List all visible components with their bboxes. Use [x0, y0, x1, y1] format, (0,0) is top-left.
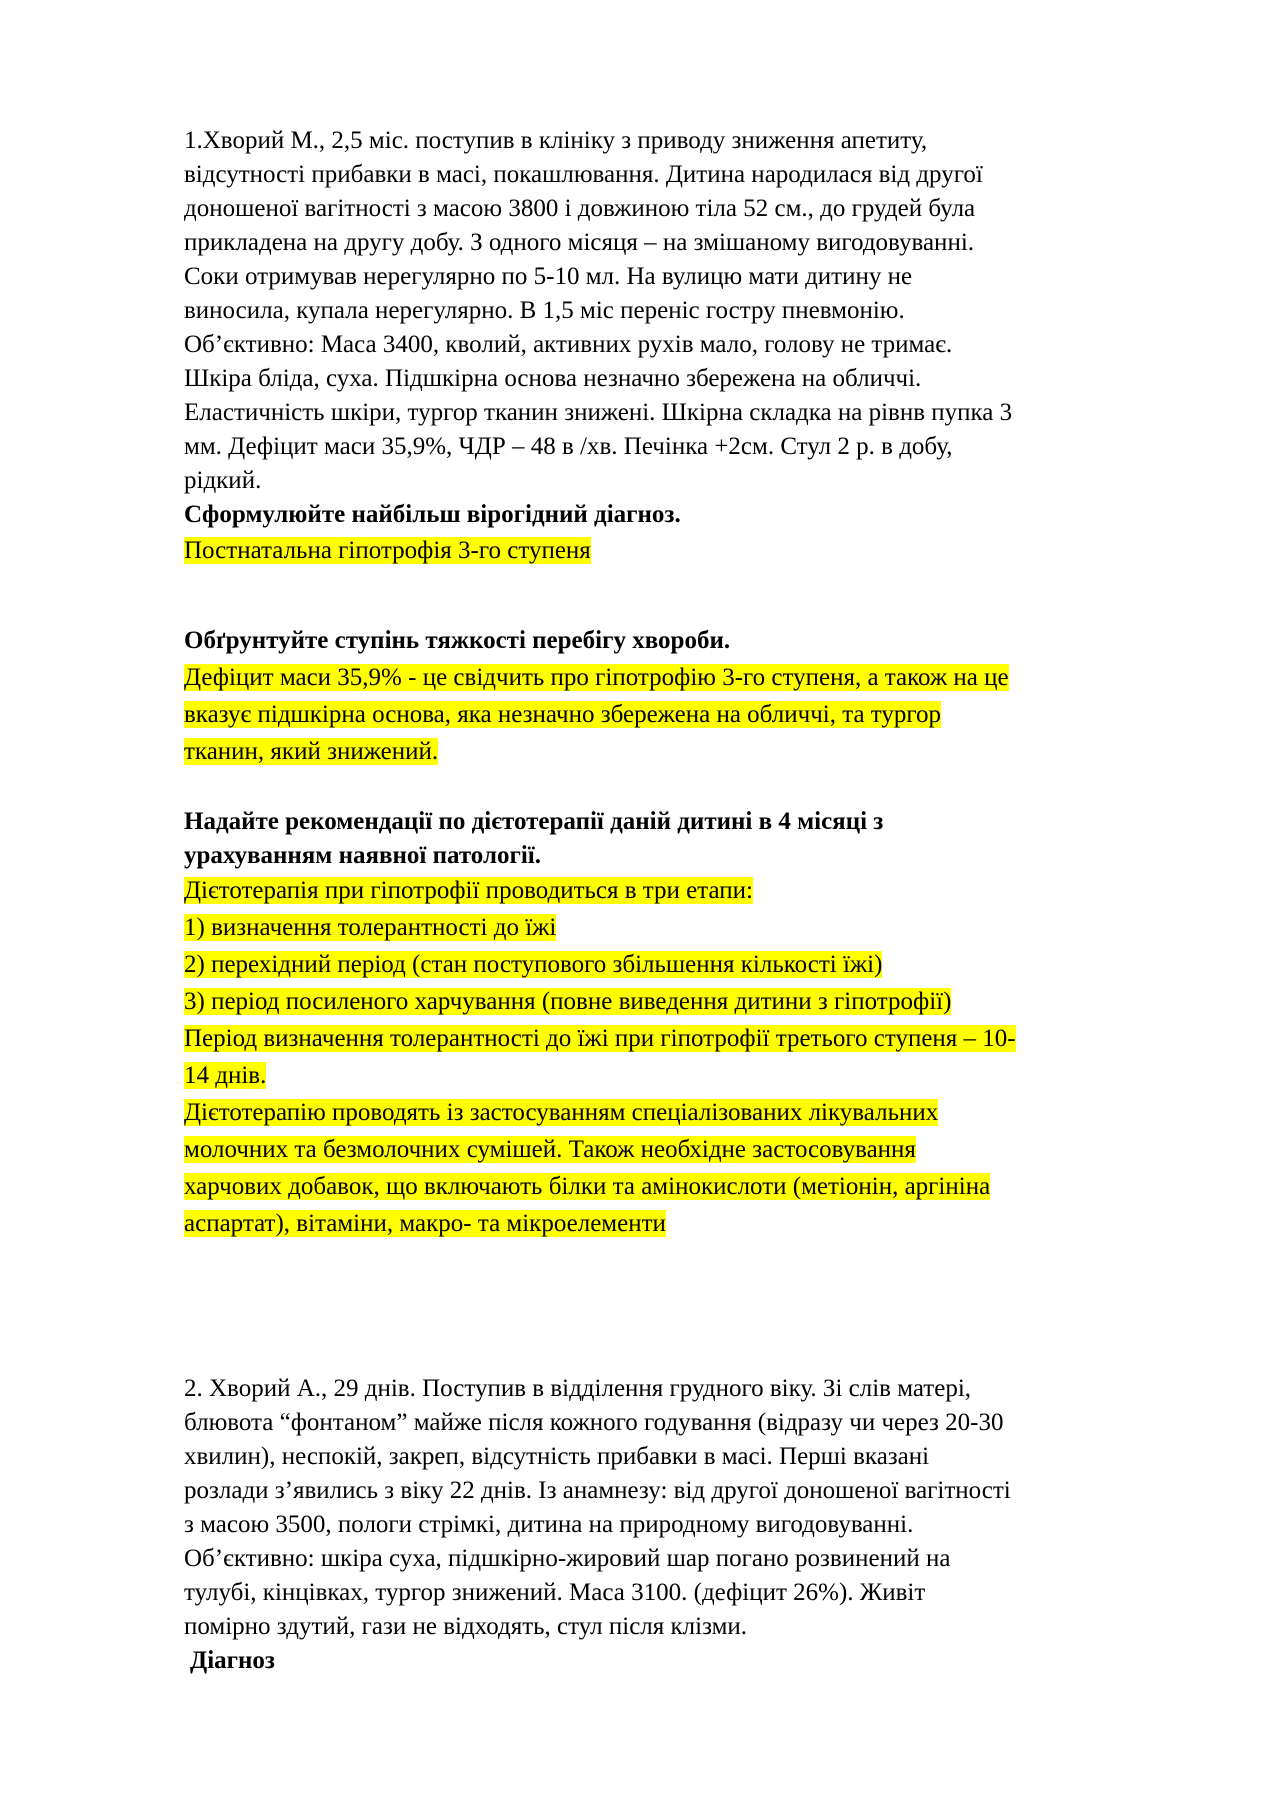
case1-text-line: Шкіра бліда, суха. Підшкірна основа незначно збережена на обличчі. — [184, 365, 922, 392]
case2-text-line: блювота “фонтаном” майже після кожного годування (відразу чи через 20-30 — [184, 1409, 1004, 1436]
case2-text-line: хвилин), неспокій, закреп, відсутність прибавки в масі. Перші вказані — [184, 1443, 930, 1470]
case1-answer-diet-line: 2) перехідний період (стан поступового збільшення кількості їжі) — [184, 951, 883, 978]
case2-text-line: тулубі, кінцівках, тургор знижений. Маса 3100. (дефіцит 26%). Живіт — [184, 1579, 926, 1606]
case1-text-line: мм. Дефіцит маси 35,9%, ЧДР – 48 в /хв. Печінка +2см. Стул 2 р. в добу, — [184, 433, 953, 460]
case1-text-line: доношеної вагітності з масою 3800 і довжиною тіла 52 см., до грудей була — [184, 195, 976, 222]
case1-answer-diet-line: 14 днів. — [184, 1062, 267, 1089]
case2-question-diagnosis: Діагноз — [190, 1647, 275, 1674]
case1-answer-diet-line: Період визначення толерантності до їжі при гіпотрофії третього ступеня – 10- — [184, 1025, 1016, 1052]
case1-answer-diet-line: Дієтотерапію проводять із застосуванням спеціалізованих лікувальних — [184, 1099, 939, 1126]
case1-question-severity: Обґрунтуйте ступінь тяжкості перебігу хвороби. — [184, 627, 731, 654]
case2-text-line: Об’єктивно: шкіра суха, підшкірно-жировий шар погано розвинений на — [184, 1545, 951, 1572]
case1-answer-diet-line: 3) період посиленого харчування (повне виведення дитини з гіпотрофії) — [184, 988, 952, 1015]
case1-text-line: прикладена на другу добу. З одного місяця – на змішаному вигодовуванні. — [184, 229, 975, 256]
case1-text-line: 1.Хворий М., 2,5 міс. поступив в клініку з приводу зниження апетиту, — [184, 127, 928, 154]
case2-text-line: 2. Хворий А., 29 днів. Поступив в відділення грудного віку. Зі слів матері, — [184, 1375, 972, 1402]
case1-text-line: відсутності прибавки в масі, покашлювання. Дитина народилася від другої — [184, 161, 983, 188]
case1-text-line: Об’єктивно: Маса 3400, кволий, активних рухів мало, голову не тримає. — [184, 331, 953, 358]
case1-question-diet-line: Надайте рекомендації по дієтотерапії даній дитині в 4 місяці з — [184, 808, 884, 835]
case2-text-line: з масою 3500, пологи стрімкі, дитина на природному вигодовуванні. — [184, 1511, 914, 1538]
case1-answer-diet-line: Дієтотерапія при гіпотрофії проводиться в три етапи: — [184, 877, 753, 904]
case1-question-diagnosis: Сформулюйте найбільш вірогідний діагноз. — [184, 501, 681, 528]
case1-question-diet-line: урахуванням наявної патології. — [184, 842, 541, 869]
case1-answer-severity-line: Дефіцит маси 35,9% - це свідчить про гіпотрофію 3-го ступеня, а також на це — [184, 664, 1009, 691]
case1-text-line: рідкий. — [184, 467, 262, 494]
case1-text-line: Соки отримував нерегулярно по 5-10 мл. На вулицю мати дитину не — [184, 263, 913, 290]
case1-answer-severity-line: тканин, який знижений. — [184, 738, 439, 765]
case1-answer-diet-line: аспартат), вітаміни, макро- та мікроелементи — [184, 1210, 666, 1237]
case1-answer-diet-line: харчових добавок, що включають білки та амінокислоти (метіонін, аргініна — [184, 1173, 991, 1200]
case1-answer-diet-line: молочних та безмолочних сумішей. Також необхідне застосовування — [184, 1136, 916, 1163]
case1-answer-severity-line: вказує підшкірна основа, яка незначно збережена на обличчі, та тургор — [184, 701, 942, 728]
case1-answer-diagnosis: Постнатальна гіпотрофія 3-го ступеня — [184, 537, 591, 564]
case2-text-line: розлади з’явились з віку 22 днів. Із анамнезу: від другої доношеної вагітності — [184, 1477, 1011, 1504]
case1-answer-diet-line: 1) визначення толерантності до їжі — [184, 914, 557, 941]
case1-text-line: Еластичність шкіри, тургор тканин знижені. Шкірна складка на рівнв пупка 3 — [184, 399, 1013, 426]
case2-text-line: помірно здутий, гази не відходять, стул після клізми. — [184, 1613, 748, 1640]
case1-text-line: виносила, купала нерегулярно. В 1,5 міс переніс гостру пневмонію. — [184, 297, 905, 324]
